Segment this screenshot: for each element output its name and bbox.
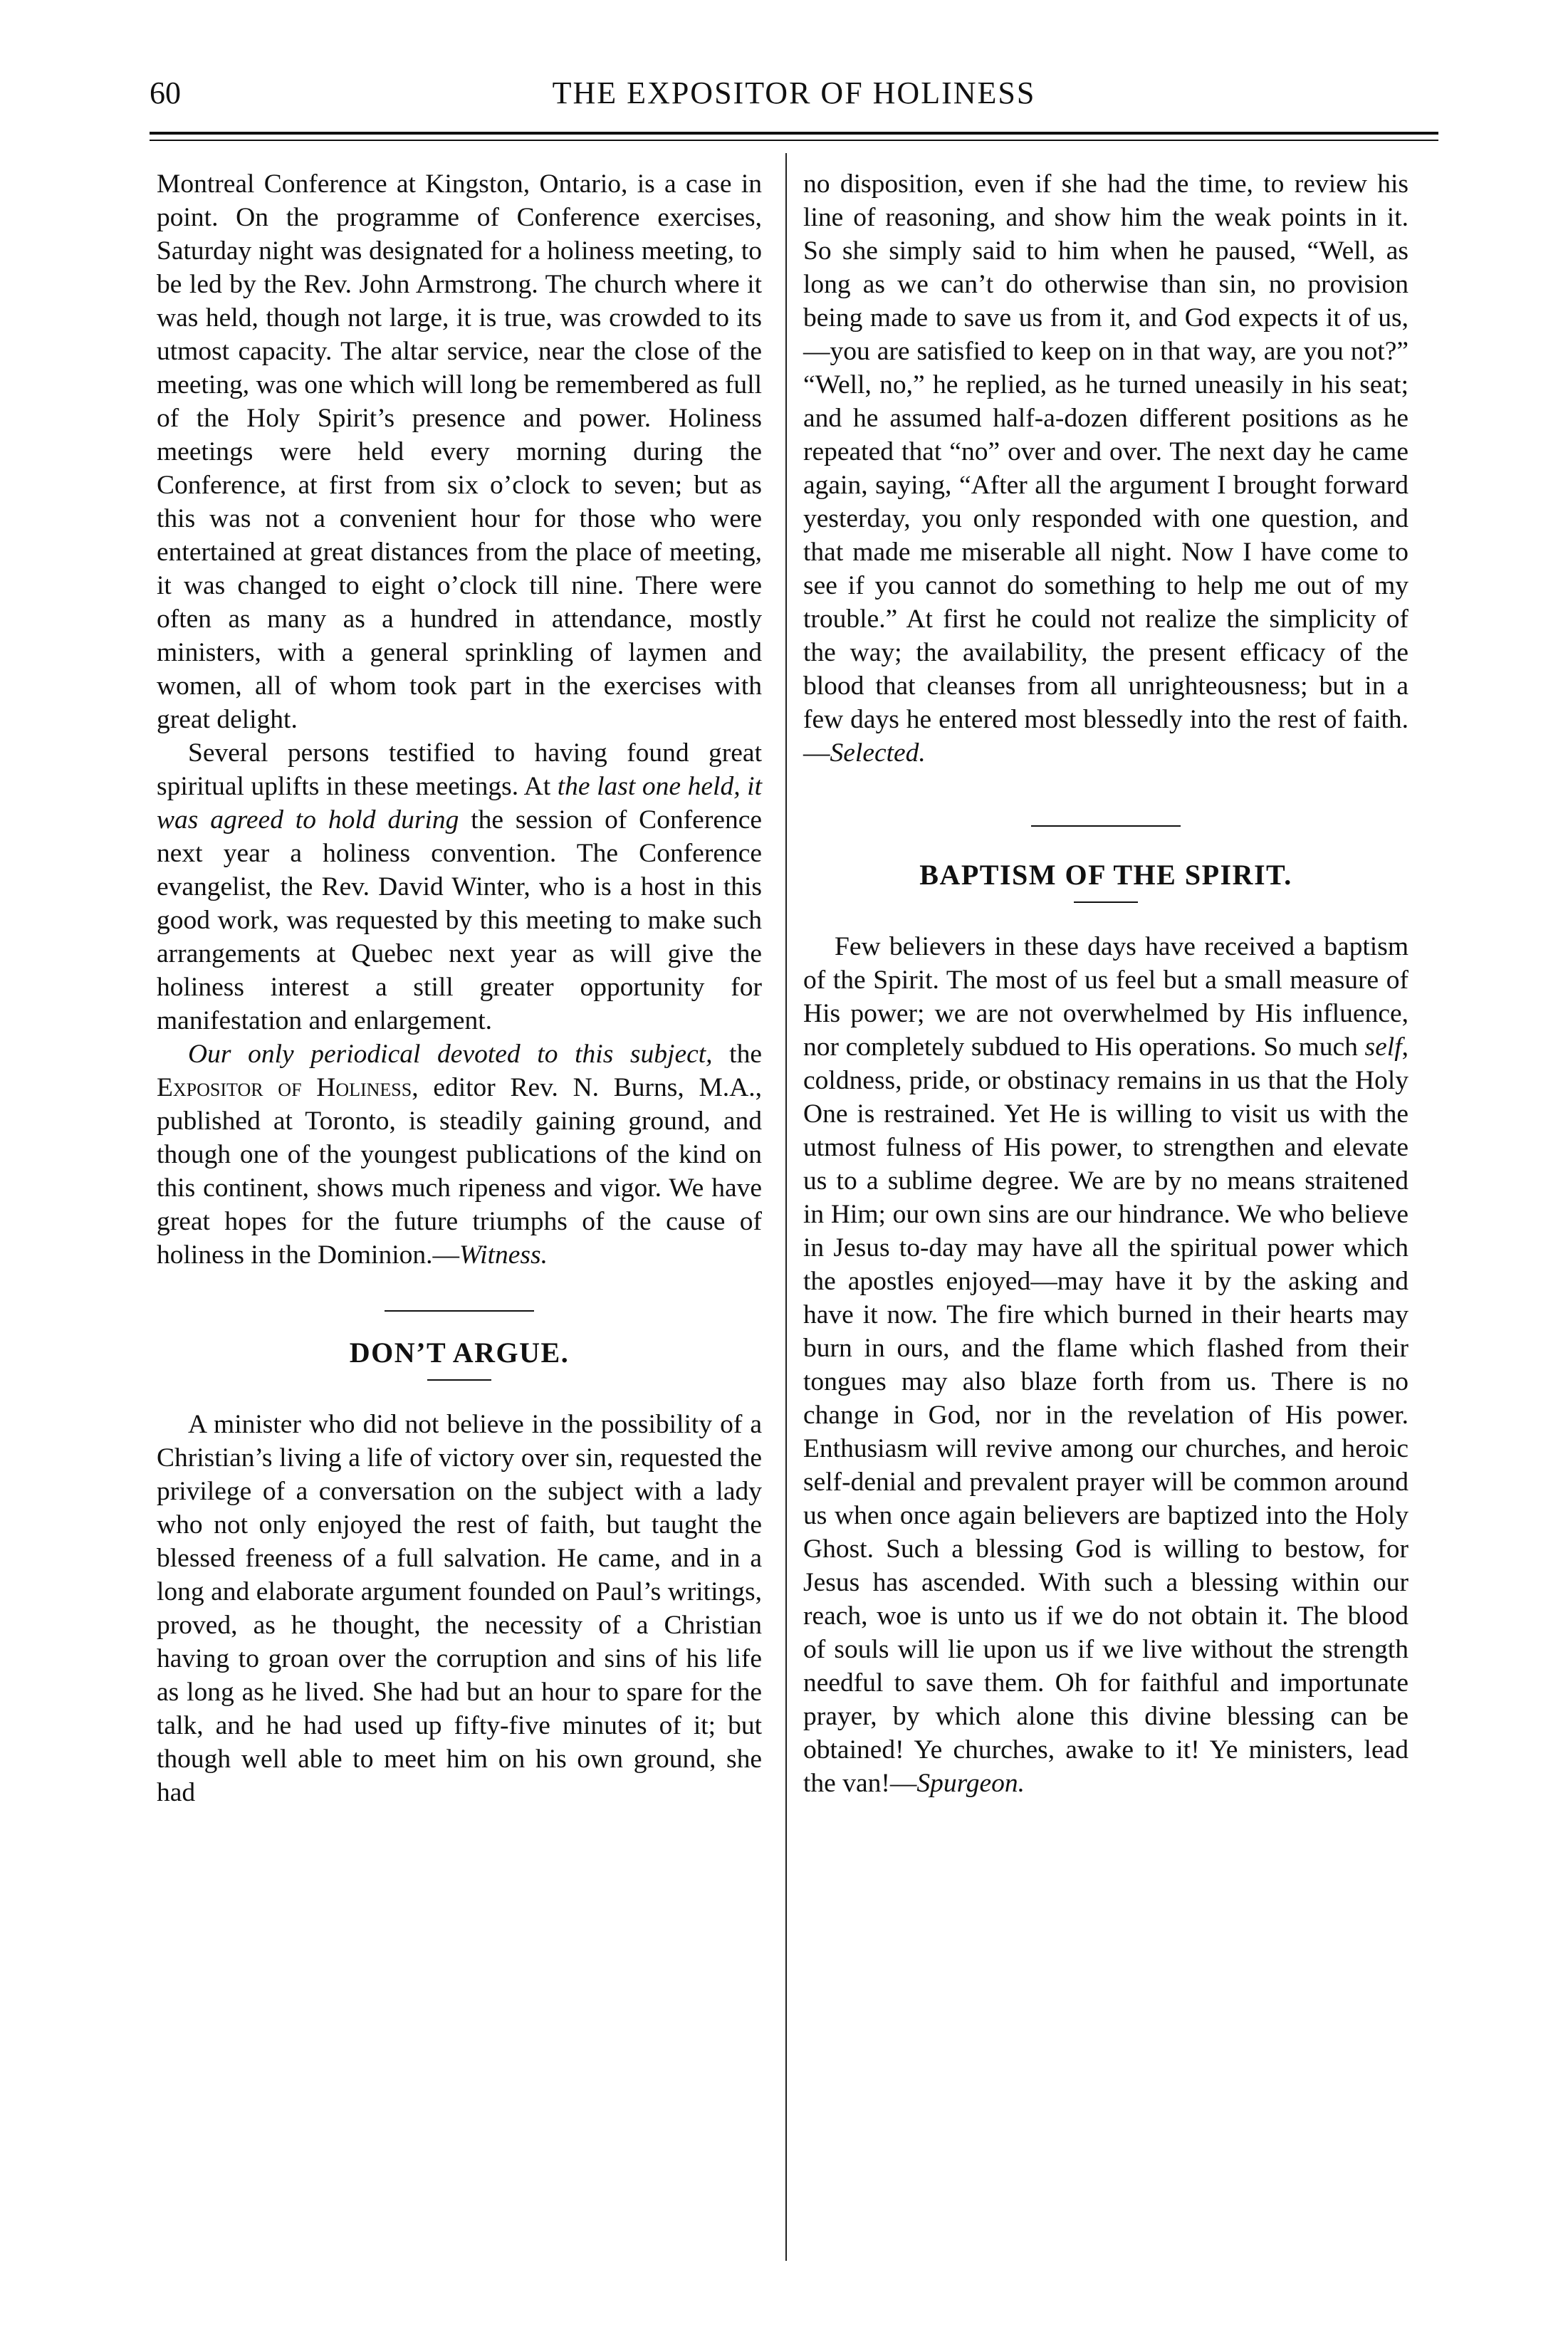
paragraph-dont-argue-cont (803, 167, 1408, 770)
section-title-baptism: BAPTISM OF THE SPIRIT. (919, 859, 1292, 891)
periodical-italic: Our only periodical devoted to this subject, (188, 1040, 713, 1069)
baptism-text-a: Few believers in these days have received a baptism of the Spirit. The most of us feel but a small measure of His power; we are not overwhelmed by His influence, nor completely subdued to His operations. So much (803, 932, 1408, 1062)
testimonies-text-b: the session of Conference next year a holiness convention. The Conference evangelist, the Rev. David Winter, who is a host in this good work, was requested by this meeting to make such arrangements at Quebec next year as will give the holiness interest a still greater opportunity for manifestation and enlargement. (157, 805, 762, 1035)
periodical-text-b: , editor Rev. N. Burns, M.A., published at Toronto, is steadily gaining ground, and though one of the youngest publications of the kind on this continent, shows much ripeness and vigor. We have great hopes for the future triumphs of the cause of holiness in the Dominion.— (157, 1073, 763, 1270)
paragraph-periodical (157, 1037, 762, 1272)
paragraph-testimonies (157, 736, 762, 1037)
left-column (157, 167, 762, 1809)
page-number: 60 (150, 75, 181, 110)
periodical-text-a: the (712, 1040, 762, 1069)
source-selected: Selected. (830, 738, 926, 768)
paragraph-baptism (803, 930, 1408, 1800)
section-title-dont-argue: DON’T ARGUE. (349, 1337, 570, 1369)
section-divider-short (427, 1379, 491, 1381)
section-divider-short (1074, 901, 1138, 903)
header-rule-thin (150, 140, 1438, 141)
page-header (150, 75, 1438, 117)
running-title: THE EXPOSITOR OF HOLINESS (552, 75, 1036, 110)
section-divider (1031, 825, 1181, 827)
baptism-text-b: , coldness, pride, or obstinacy remains in us that the Holy One is restrained. Yet He is willing to visit us with the utmost fulness of His power, to strengthen and elevate us to a sublime degree. We are by no means straitened in Him; our own sins are our hindrance. We who believe in Jesus to-day may have all the spiritual power which the apostles enjoyed—may have it by the asking and have it now. The fire which burned in their hearts may burn in ours, and the flame which flashed from their tongues may also blaze forth from us. There is no change in God, nor in the revelation of His power. Enthusiasm will revive among our churches, and heroic self-denial and prevalent prayer will be common around us when once again believers are baptized into the Holy Ghost. Such a blessing God is willing to bestow, for Jesus has ascended. With such a blessing within our reach, woe is unto us if we do not obtain it. The blood of souls will lie upon us if we live without the strength needful to save them. Oh for faithful and importunate prayer, by which alone this divine blessing can be obtained! Ye churches, awake to it! Ye ministers, lead the van!— (803, 1032, 1408, 1798)
paragraph-dont-argue: A minister who did not believe in the possibility of a Christian’s living a life of victory over sin, requested the privilege of a conversation on the subject with a lady who not only enjoyed the rest of faith, but taught the blessed freeness of a full salvation. He came, and in a long and elaborate argument founded on Paul’s writings, proved, as he thought, the necessity of a Christian having to groan over the corruption and sins of his life as long as he lived. She had but an hour to spare for the talk, and he had used up fifty-five minutes of it; but though well able to meet him on his own ground, she had (157, 1410, 762, 1807)
testimonies-italic: the last one held, it was agreed to hold during (157, 772, 763, 835)
right-column (803, 167, 1408, 1800)
periodical-name: Expositor of Holiness (157, 1073, 412, 1102)
source-spurgeon: Spurgeon. (916, 1769, 1025, 1798)
column-divider (785, 153, 787, 2261)
baptism-italic-self: self (1364, 1032, 1402, 1062)
dont-argue-cont-text: no disposition, even if she had the time, to review his line of reasoning, and show him the weak points in it. So she simply said to him when he paused, “Well, as long as we can’t do otherwise than sin, no provision being made to save us from it, and God expects it of us,—you are satisfied to keep on in that way, are you not?” “Well, no,” he replied, as he turned uneasily in his seat; and he assumed half-a-dozen different positions as he repeated that “no” over and over. The next day he came again, saying, “After all the argument I brought forward yesterday, you only responded with one question, and that made me miserable all night. Now I have come to see if you cannot do something to help me out of my trouble.” At first he could not realize the simplicity of the way; the availability, the present efficacy of the blood that cleanses from all unrighteousness; but in a few days he entered most blessedly into the rest of faith.— (803, 169, 1408, 768)
header-rule-thick (150, 132, 1438, 135)
paragraph-conference: Montreal Conference at Kingston, Ontario, is a case in point. On the programme of Conference exercises, Saturday night was designated for a holiness meeting, to be led by the Rev. John Armstrong. The church where it was held, though not large, it is true, was crowded to its utmost capacity. The altar service, near the close of the meeting, was one which will long be remembered as full of the Holy Spirit’s presence and power. Holiness meetings were held every morning during the Conference, at first from six o’clock to seven; but as this was not a convenient hour for those who were entertained at great distances from the place of meeting, it was changed to eight o’clock till nine. There were often as many as a hundred in attendance, mostly ministers, with a general sprinkling of laymen and women, all of whom took part in the exercises with great delight. (157, 169, 762, 734)
testimonies-text-a: Several persons testified to having found great spiritual uplifts in these meetings. At (157, 738, 762, 801)
source-witness: Witness. (459, 1240, 548, 1270)
section-divider (385, 1310, 534, 1312)
